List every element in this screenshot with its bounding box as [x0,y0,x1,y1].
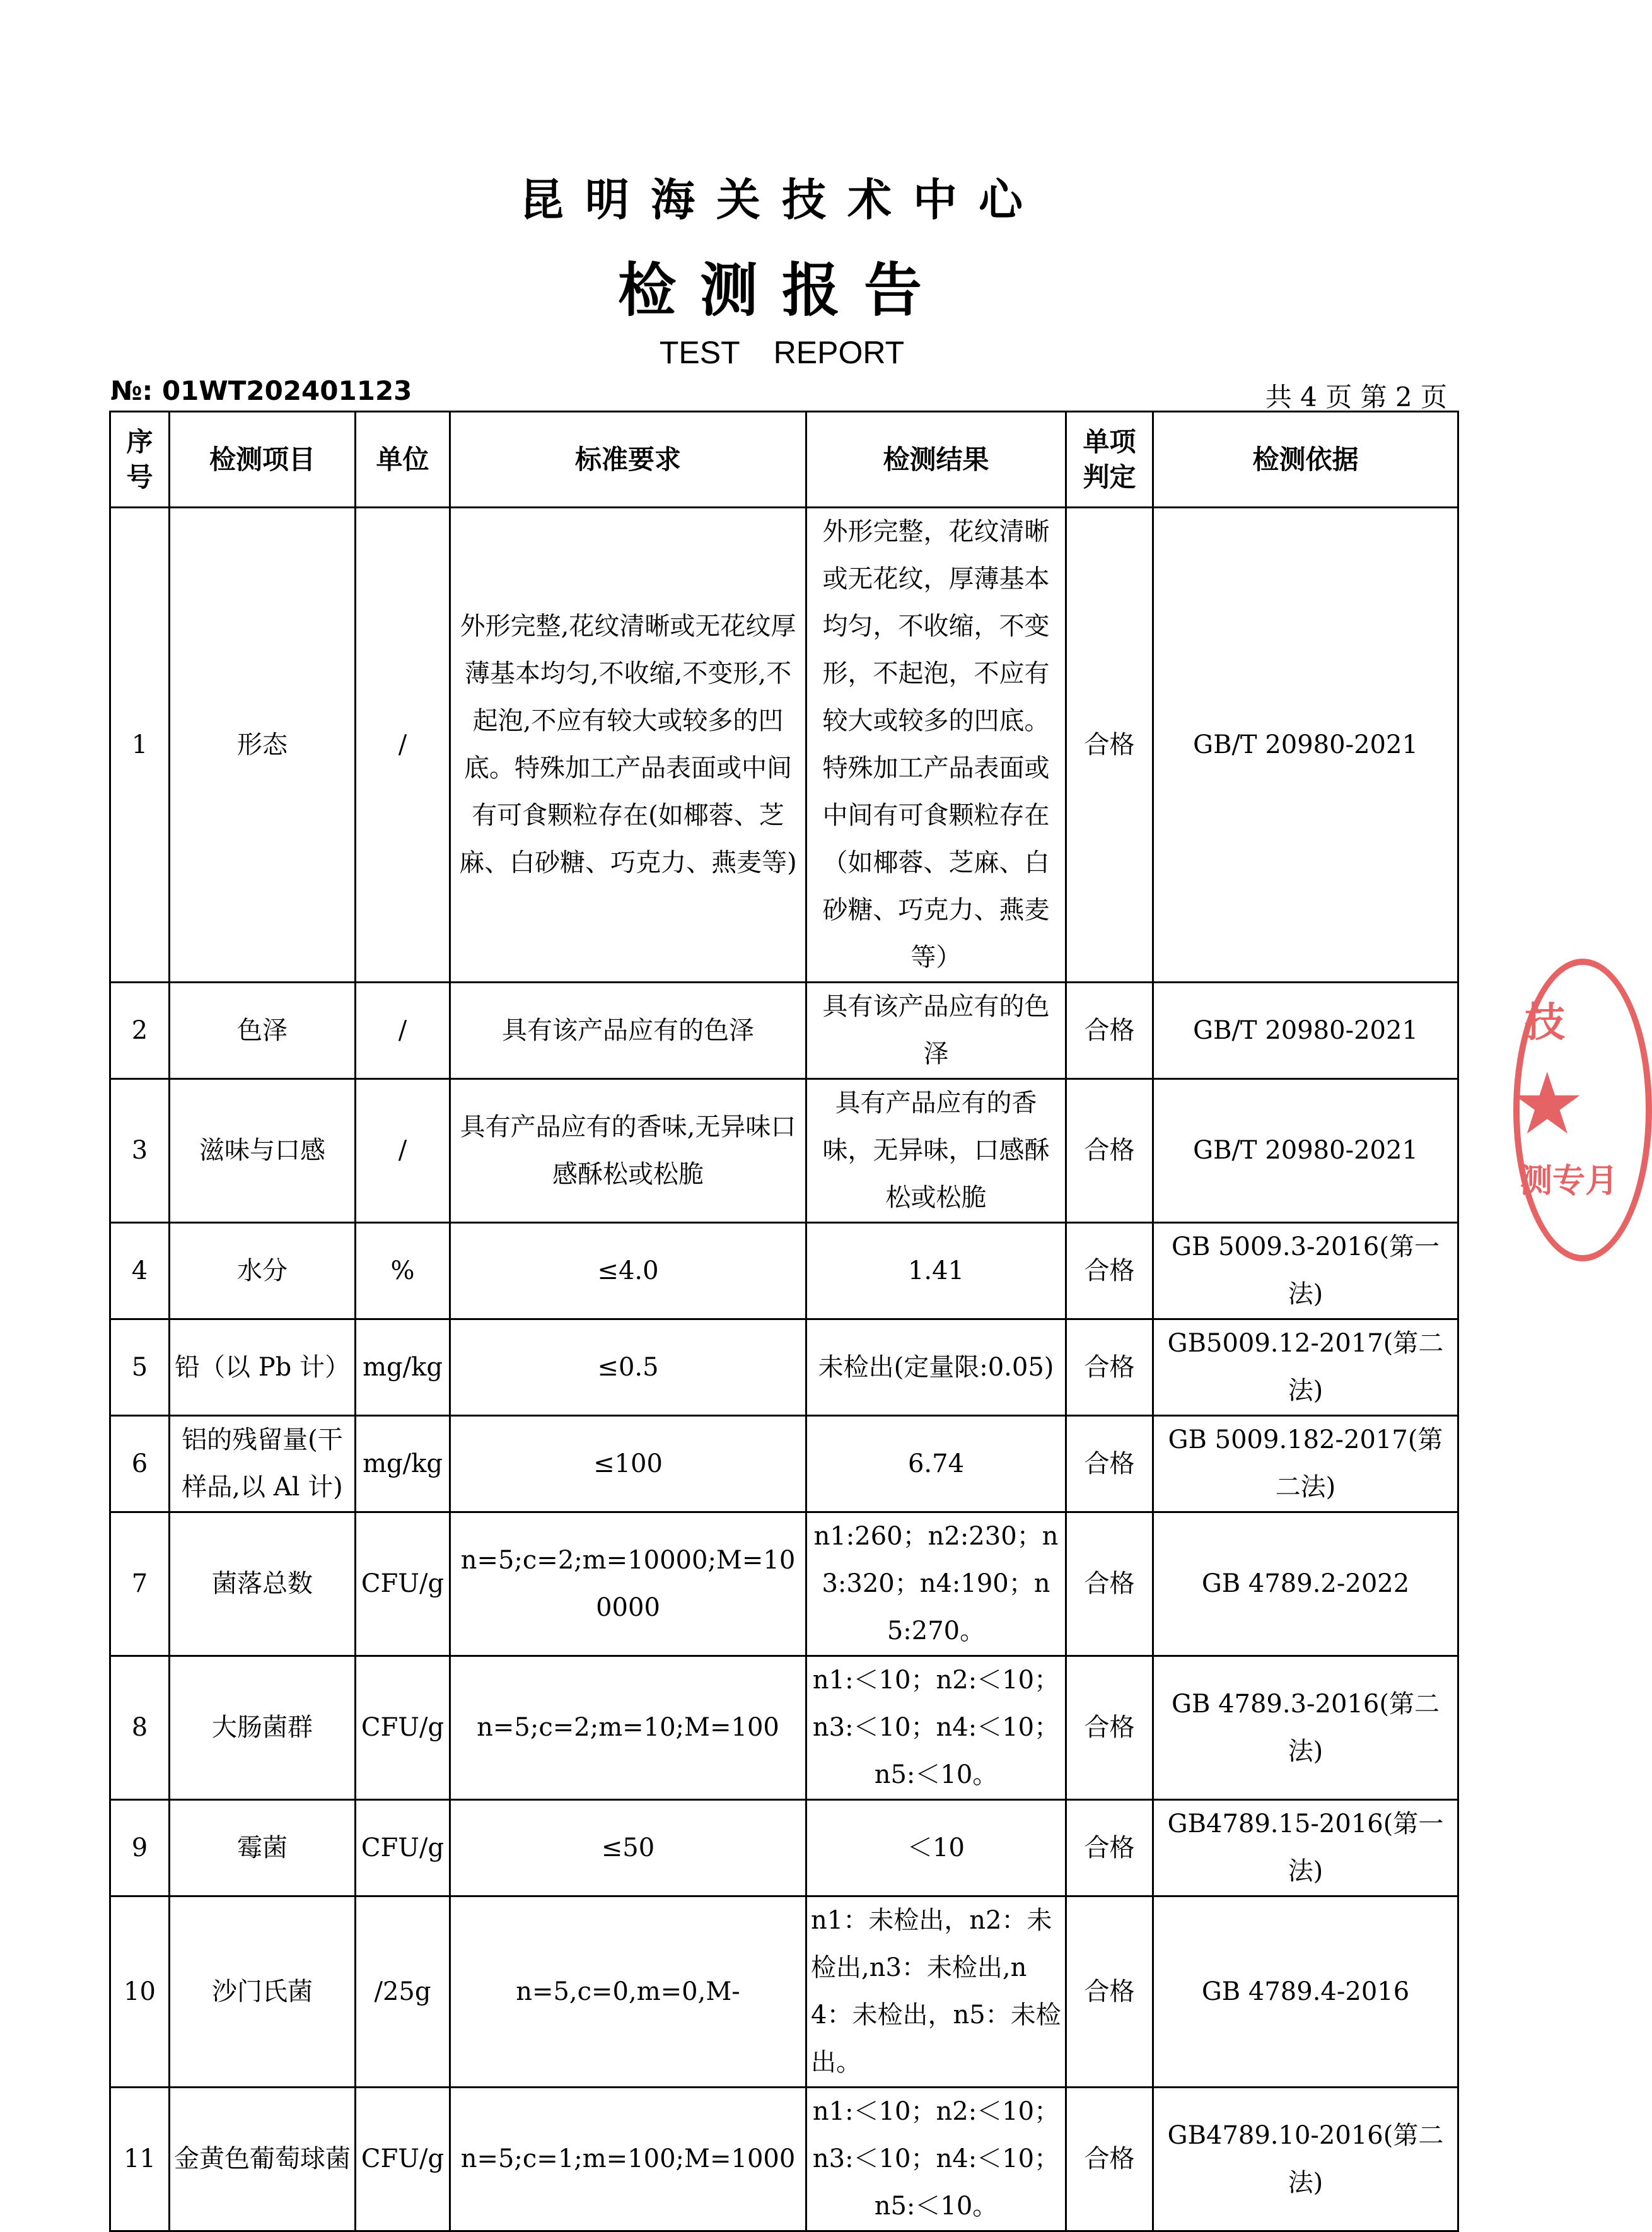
cell-item: 霉菌 [170,1800,356,1896]
header-requirement: 标准要求 [450,412,806,508]
header-basis: 检测依据 [1153,412,1458,508]
cell-unit: % [356,1223,450,1319]
test-results-table [109,411,1459,2232]
cell-no: 4 [110,1223,170,1319]
cell-unit: / [356,983,450,1079]
cell-unit: CFU/g [356,2088,450,2231]
table-row [110,1800,1458,1896]
cell-item: 形态 [170,508,356,983]
cell-requirement: ≤100 [450,1416,806,1512]
cell-requirement: ≤4.0 [450,1223,806,1319]
cell-result: 具有该产品应有的色泽 [806,983,1066,1079]
cell-basis: GB 5009.182-2017(第二法) [1153,1416,1458,1512]
cell-unit: / [356,1079,450,1223]
cell-result: 外形完整，花纹清晰或无花纹，厚薄基本均匀，不收缩，不变形，不起泡，不应有较大或较多的凹底。特殊加工产品表面或中间有可食颗粒存在（如椰蓉、芝麻、白砂糖、巧克力、燕麦等） [806,508,1066,983]
document-subtitle: TEST REPORT [659,335,905,370]
cell-no: 2 [110,983,170,1079]
cell-item: 菌落总数 [170,1512,356,1656]
cell-judgement: 合格 [1066,1079,1153,1223]
cell-unit: CFU/g [356,1656,450,1800]
cell-judgement: 合格 [1066,1319,1153,1416]
cell-item: 铝的残留量(干样品,以 Al 计) [170,1416,356,1512]
cell-result: 6.74 [806,1416,1066,1512]
table-row [110,1512,1458,1656]
cell-item: 沙门氏菌 [170,1896,356,2088]
header-unit: 单位 [356,412,450,508]
cell-result: ＜10 [806,1800,1066,1896]
cell-result: n1:260；n2:230；n3:320；n4:190；n5:270。 [806,1512,1066,1656]
table-row [110,1079,1458,1223]
cell-no: 11 [110,2088,170,2231]
cell-item: 水分 [170,1223,356,1319]
cell-basis: GB 5009.3-2016(第一法) [1153,1223,1458,1319]
cell-basis: GB5009.12-2017(第二法) [1153,1319,1458,1416]
cell-no: 7 [110,1512,170,1656]
table-row [110,2088,1458,2231]
table-row [110,983,1458,1079]
cell-basis: GB/T 20980-2021 [1153,1079,1458,1223]
seal-star-icon: ★ [1513,1060,1581,1148]
cell-basis: GB/T 20980-2021 [1153,983,1458,1079]
cell-basis: GB4789.15-2016(第一法) [1153,1800,1458,1896]
cell-requirement: ≤0.5 [450,1319,806,1416]
document-title: 检测报告 [617,256,946,324]
header-result: 检测结果 [806,412,1066,508]
cell-result: n1：未检出，n2：未检出,n3：未检出,n4：未检出，n5：未检出。 [806,1896,1066,2088]
cell-result: 具有产品应有的香味，无异味，口感酥松或松脆 [806,1079,1066,1223]
cell-requirement: 具有该产品应有的色泽 [450,983,806,1079]
cell-unit: CFU/g [356,1512,450,1656]
cell-judgement: 合格 [1066,1656,1153,1800]
cell-result: n1:＜10；n2:＜10；n3:＜10；n4:＜10；n5:＜10。 [806,2088,1066,2231]
header-judgement: 单项判定 [1066,412,1153,508]
cell-item: 铅（以 Pb 计） [170,1319,356,1416]
cell-basis: GB/T 20980-2021 [1153,508,1458,983]
cell-item: 金黄色葡萄球菌 [170,2088,356,2231]
cell-item: 色泽 [170,983,356,1079]
cell-judgement: 合格 [1066,508,1153,983]
cell-unit: mg/kg [356,1416,450,1512]
cell-basis: GB 4789.4-2016 [1153,1896,1458,2088]
seal-text-top: 技 [1525,999,1565,1046]
cell-judgement: 合格 [1066,983,1153,1079]
cell-basis: GB4789.10-2016(第二法) [1153,2088,1458,2231]
cell-no: 1 [110,508,170,983]
cell-no: 8 [110,1656,170,1800]
table-row [110,1416,1458,1512]
cell-unit: / [356,508,450,983]
cell-requirement: n=5;c=2;m=10;M=100 [450,1656,806,1800]
cell-requirement: n=5;c=2;m=10000;M=100000 [450,1512,806,1656]
cell-result: 未检出(定量限:0.05) [806,1319,1066,1416]
cell-result: 1.41 [806,1223,1066,1319]
cell-unit: mg/kg [356,1319,450,1416]
seal-text-bottom: 测专月 [1520,1162,1619,1200]
cell-judgement: 合格 [1066,1896,1153,2088]
cell-no: 10 [110,1896,170,2088]
report-meta-row [110,375,1447,412]
cell-requirement: 具有产品应有的香味,无异味口感酥松或松脆 [450,1079,806,1223]
cell-judgement: 合格 [1066,1512,1153,1656]
page-info: 共 4 页 第 2 页 [1265,382,1447,412]
table-row [110,508,1458,983]
header-item: 检测项目 [170,412,356,508]
organization-name: 昆明海关技术中心 [520,173,1044,226]
cell-basis: GB 4789.3-2016(第二法) [1153,1656,1458,1800]
cell-no: 6 [110,1416,170,1512]
table-row [110,1656,1458,1800]
table-row [110,1223,1458,1319]
cell-item: 大肠菌群 [170,1656,356,1800]
cell-judgement: 合格 [1066,2088,1153,2231]
cell-basis: GB 4789.2-2022 [1153,1512,1458,1656]
cell-no: 9 [110,1800,170,1896]
cell-no: 3 [110,1079,170,1223]
cell-requirement: n=5;c=1;m=100;M=1000 [450,2088,806,2231]
table-row [110,1896,1458,2088]
table-header-row [110,412,1458,508]
header-no: 序号 [110,412,170,508]
cell-no: 5 [110,1319,170,1416]
cell-item: 滋味与口感 [170,1079,356,1223]
cell-requirement: ≤50 [450,1800,806,1896]
cell-unit: CFU/g [356,1800,450,1896]
cell-judgement: 合格 [1066,1416,1153,1512]
table-row [110,1319,1458,1416]
official-seal-stamp [1513,959,1652,1261]
cell-judgement: 合格 [1066,1800,1153,1896]
cell-requirement: 外形完整,花纹清晰或无花纹厚薄基本均匀,不收缩,不变形,不起泡,不应有较大或较多的凹底。特殊加工产品表面或中间有可食颗粒存在(如椰蓉、芝麻、白砂糖、巧克力、燕麦等) [450,508,806,983]
cell-unit: /25g [356,1896,450,2088]
cell-result: n1:＜10；n2:＜10；n3:＜10；n4:＜10；n5:＜10。 [806,1656,1066,1800]
cell-requirement: n=5,c=0,m=0,M- [450,1896,806,2088]
cell-judgement: 合格 [1066,1223,1153,1319]
report-number: №: 01WT202401123 [110,375,412,406]
